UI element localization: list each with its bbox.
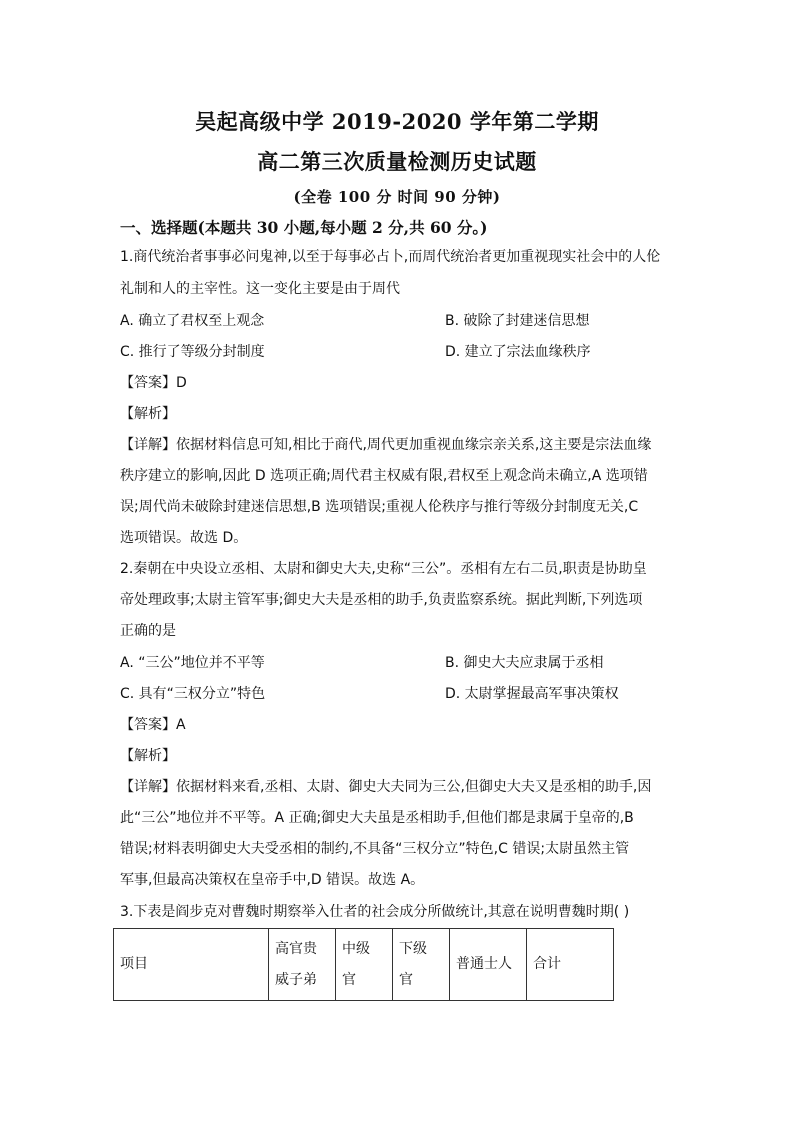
table-cell bbox=[269, 929, 336, 1001]
table-cell bbox=[450, 929, 527, 1001]
detail-label: 【详解】 bbox=[120, 437, 176, 453]
table-cell bbox=[393, 929, 450, 1001]
table-header-row bbox=[114, 929, 614, 1001]
q1-stem-line1: 1.商代统治者事事必问鬼神,以至于每事必占卜,而周代统治者更加重视现实社会中的人伦 bbox=[120, 249, 661, 265]
q1-option-d: D. 建立了宗法血缘秩序 bbox=[445, 344, 591, 360]
table-cell bbox=[336, 929, 393, 1001]
answer-label: 【答案】 bbox=[120, 375, 176, 391]
q2-stem-line2: 帝处理政事;太尉主管军事;御史大夫是丞相的助手,负责监察系统。据此判断,下列选项 bbox=[120, 592, 643, 608]
header-total: 合计 bbox=[533, 956, 561, 972]
q1-detail-line3: 误;周代尚未破除封建迷信思想,B 选项错误;重视人伦秩序与推行等级分封制度无关,C bbox=[120, 499, 639, 515]
q2-answer bbox=[120, 715, 676, 735]
header-high-official-2: 威子弟 bbox=[275, 971, 317, 988]
q2-option-b: B. 御史大夫应隶属于丞相 bbox=[445, 655, 604, 671]
header-mid-official-1: 中级 bbox=[342, 940, 370, 957]
exam-title: 高二第三次质量检测历史试题 bbox=[257, 149, 537, 174]
q2-stem-line3: 正确的是 bbox=[120, 623, 176, 639]
q1-option-a: A. 确立了君权至上观念 bbox=[120, 313, 265, 329]
q2-detail-line3: 错误;材料表明御史大夫受丞相的制约,不具备“三权分立”特色,C 错误;太尉虽然主管 bbox=[120, 841, 630, 857]
q1-detail-line1 bbox=[120, 435, 676, 455]
header-low-official-2: 官 bbox=[399, 971, 413, 988]
table-cell bbox=[114, 929, 269, 1001]
q2-detail-line4: 军事,但最高决策权在皇帝手中,D 错误。故选 A。 bbox=[120, 872, 425, 888]
school-term-title: 吴起高级中学 2019-2020 学年第二学期 bbox=[195, 109, 599, 134]
q2-stem-line1: 2.秦朝在中央设立丞相、太尉和御史大夫,史称“三公”。丞相有左右二员,职责是协助皇 bbox=[120, 561, 647, 577]
q1-option-c: C. 推行了等级分封制度 bbox=[120, 344, 265, 360]
answer-label: 【答案】 bbox=[120, 717, 176, 733]
header-mid-official-2: 官 bbox=[342, 971, 356, 988]
detail-text: 依据材料信息可知,相比于商代,周代更加重视血缘宗亲关系,这主要是宗法血缘 bbox=[176, 437, 652, 453]
table-cell bbox=[527, 929, 614, 1001]
q2-option-a: A. “三公”地位并不平等 bbox=[120, 655, 265, 671]
q2-detail-line2: 此“三公”地位并不平等。A 正确;御史大夫虽是丞相助手,但他们都是隶属于皇帝的,B bbox=[120, 810, 634, 826]
q2-analysis-label: 【解析】 bbox=[120, 748, 176, 764]
q2-detail-line1 bbox=[120, 777, 676, 797]
q1-answer bbox=[120, 373, 676, 393]
q2-option-d: D. 太尉掌握最高军事决策权 bbox=[445, 686, 619, 702]
header-high-official-1: 高官贵 bbox=[275, 940, 317, 957]
section-title: 一、选择题(本题共 30 小题,每小题 2 分,共 60 分。) bbox=[120, 218, 488, 237]
q3-table bbox=[113, 928, 614, 1001]
q1-analysis-label: 【解析】 bbox=[120, 406, 176, 422]
header-item: 项目 bbox=[120, 956, 148, 972]
header-commoner: 普通士人 bbox=[456, 956, 512, 972]
detail-text: 依据材料来看,丞相、太尉、御史大夫同为三公,但御史大夫又是丞相的助手,因 bbox=[176, 779, 652, 795]
detail-label: 【详解】 bbox=[120, 779, 176, 795]
header-low-official-1: 下级 bbox=[399, 940, 427, 957]
q1-option-b: B. 破除了封建迷信思想 bbox=[445, 313, 590, 329]
q2-option-c: C. 具有“三权分立”特色 bbox=[120, 686, 266, 702]
q3-stem-line1: 3.下表是阎步克对曹魏时期察举入仕者的社会成分所做统计,其意在说明曹魏时期( ) bbox=[120, 904, 630, 920]
q1-stem-line2: 礼制和人的主宰性。这一变化主要是由于周代 bbox=[120, 281, 400, 297]
q1-detail-line4: 选项错误。故选 D。 bbox=[120, 530, 248, 546]
exam-meta: (全卷 100 分 时间 90 分钟) bbox=[293, 188, 501, 206]
answer-value: D bbox=[176, 375, 187, 391]
answer-value: A bbox=[176, 717, 186, 733]
q1-detail-line2: 秩序建立的影响,因此 D 选项正确;周代君主权威有限,君权至上观念尚未确立,A 选项错 bbox=[120, 468, 648, 484]
